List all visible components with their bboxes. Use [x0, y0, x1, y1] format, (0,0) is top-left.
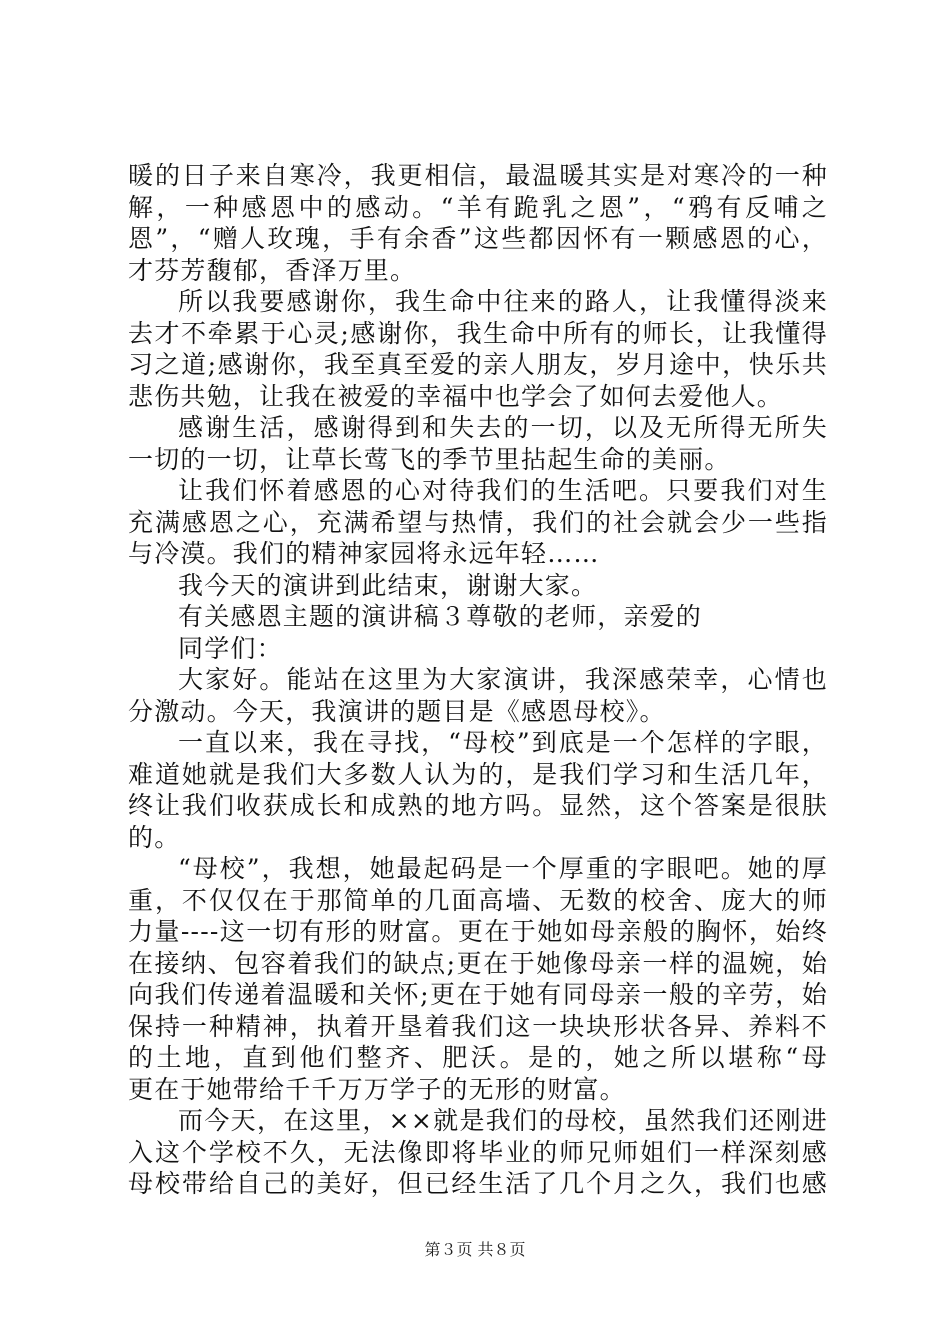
text-line: 充满感恩之心，充满希望与热情，我们的社会就会少一些指 — [128, 507, 828, 537]
text-line: 入这个学校不久，无法像即将毕业的师兄师姐们一样深刻感 — [128, 1137, 828, 1167]
text-line: 与冷漠。我们的精神家园将永远年轻…… — [128, 539, 600, 568]
text-line: 习之道;感谢你，我至真至爱的亲人朋友，岁月途中，快乐共 — [128, 350, 828, 379]
text-line: 母校带给自己的美好，但已经生活了几个月之久，我们也感 — [128, 1169, 828, 1198]
text-line: 感谢生活，感谢得到和失去的一切，以及无所得无所失 — [178, 413, 828, 442]
text-line: 悲伤共勉，让我在被爱的幸福中也学会了如何去爱他人。 — [128, 381, 784, 411]
text-line: 去才不牵累于心灵;感谢你，我生命中所有的师长，让我懂得 — [128, 318, 828, 348]
text-line: “母校”，我想，她最起码是一个厚重的字眼吧。她的厚 — [178, 854, 828, 883]
text-line: 分激动。今天，我演讲的题目是《感恩母校》。 — [128, 696, 666, 726]
text-line: 保持一种精神，执着开垦着我们这一块块形状各异、养料不 — [128, 1011, 828, 1041]
text-line: 大家好。能站在这里为大家演讲，我深感荣幸，心情也 — [178, 665, 828, 694]
text-line: 让我们怀着感恩的心对待我们的生活吧。只要我们对生 — [178, 476, 828, 505]
text-line: 重，不仅仅在于那简单的几面高墙、无数的校舍、庞大的师 — [128, 885, 828, 915]
text-line: 暖的日子来自寒冷，我更相信，最温暖其实是对寒冷的一种 — [128, 161, 828, 190]
text-line: 同学们： — [178, 633, 283, 663]
text-line: 一直以来，我在寻找，“母校”到底是一个怎样的字眼， — [178, 728, 828, 757]
text-line: 难道她就是我们大多数人认为的，是我们学习和生活几年， — [128, 759, 828, 789]
text-line: 力量----这一切有形的财富。更在于她如母亲般的胸怀，始终 — [128, 917, 828, 946]
text-line: 的土地，直到他们整齐、肥沃。是的，她之所以堪称“母 — [128, 1043, 828, 1072]
text-line: 才芬芳馥郁，香泽万里。 — [128, 255, 417, 285]
text-line: 向我们传递着温暖和关怀;更在于她有同母亲一般的辛劳，始 — [128, 980, 828, 1009]
text-line: 终让我们收获成长和成熟的地方吗。显然，这个答案是很肤 — [128, 791, 828, 820]
text-line: 我今天的演讲到此结束，谢谢大家。 — [178, 570, 598, 600]
page-footer: 第３页 共８页 — [424, 1240, 526, 1259]
text-line: 所以我要感谢你，我生命中往来的路人，让我懂得淡来 — [178, 287, 828, 316]
text-line: 有关感恩主题的演讲稿３尊敬的老师，亲爱的 — [178, 602, 703, 631]
text-line: 在接纳、包容着我们的缺点;更在于她像母亲一样的温婉，始 — [128, 948, 828, 978]
text-line: 一切的一切，让草长莺飞的季节里拈起生命的美丽。 — [128, 444, 731, 474]
text-line: 更在于她带给千千万万学子的无形的财富。 — [128, 1074, 626, 1104]
text-line: 解，一种感恩中的感动。“羊有跪乳之恩”，“鸦有反哺之 — [128, 192, 828, 222]
text-line: 而今天，在这里，××就是我们的母校，虽然我们还刚进 — [178, 1106, 828, 1135]
text-line: 的。 — [128, 822, 181, 852]
text-line: 恩”，“赠人玫瑰，手有余香”这些都因怀有一颗感恩的心， — [128, 224, 828, 253]
body-text — [128, 160, 828, 1200]
